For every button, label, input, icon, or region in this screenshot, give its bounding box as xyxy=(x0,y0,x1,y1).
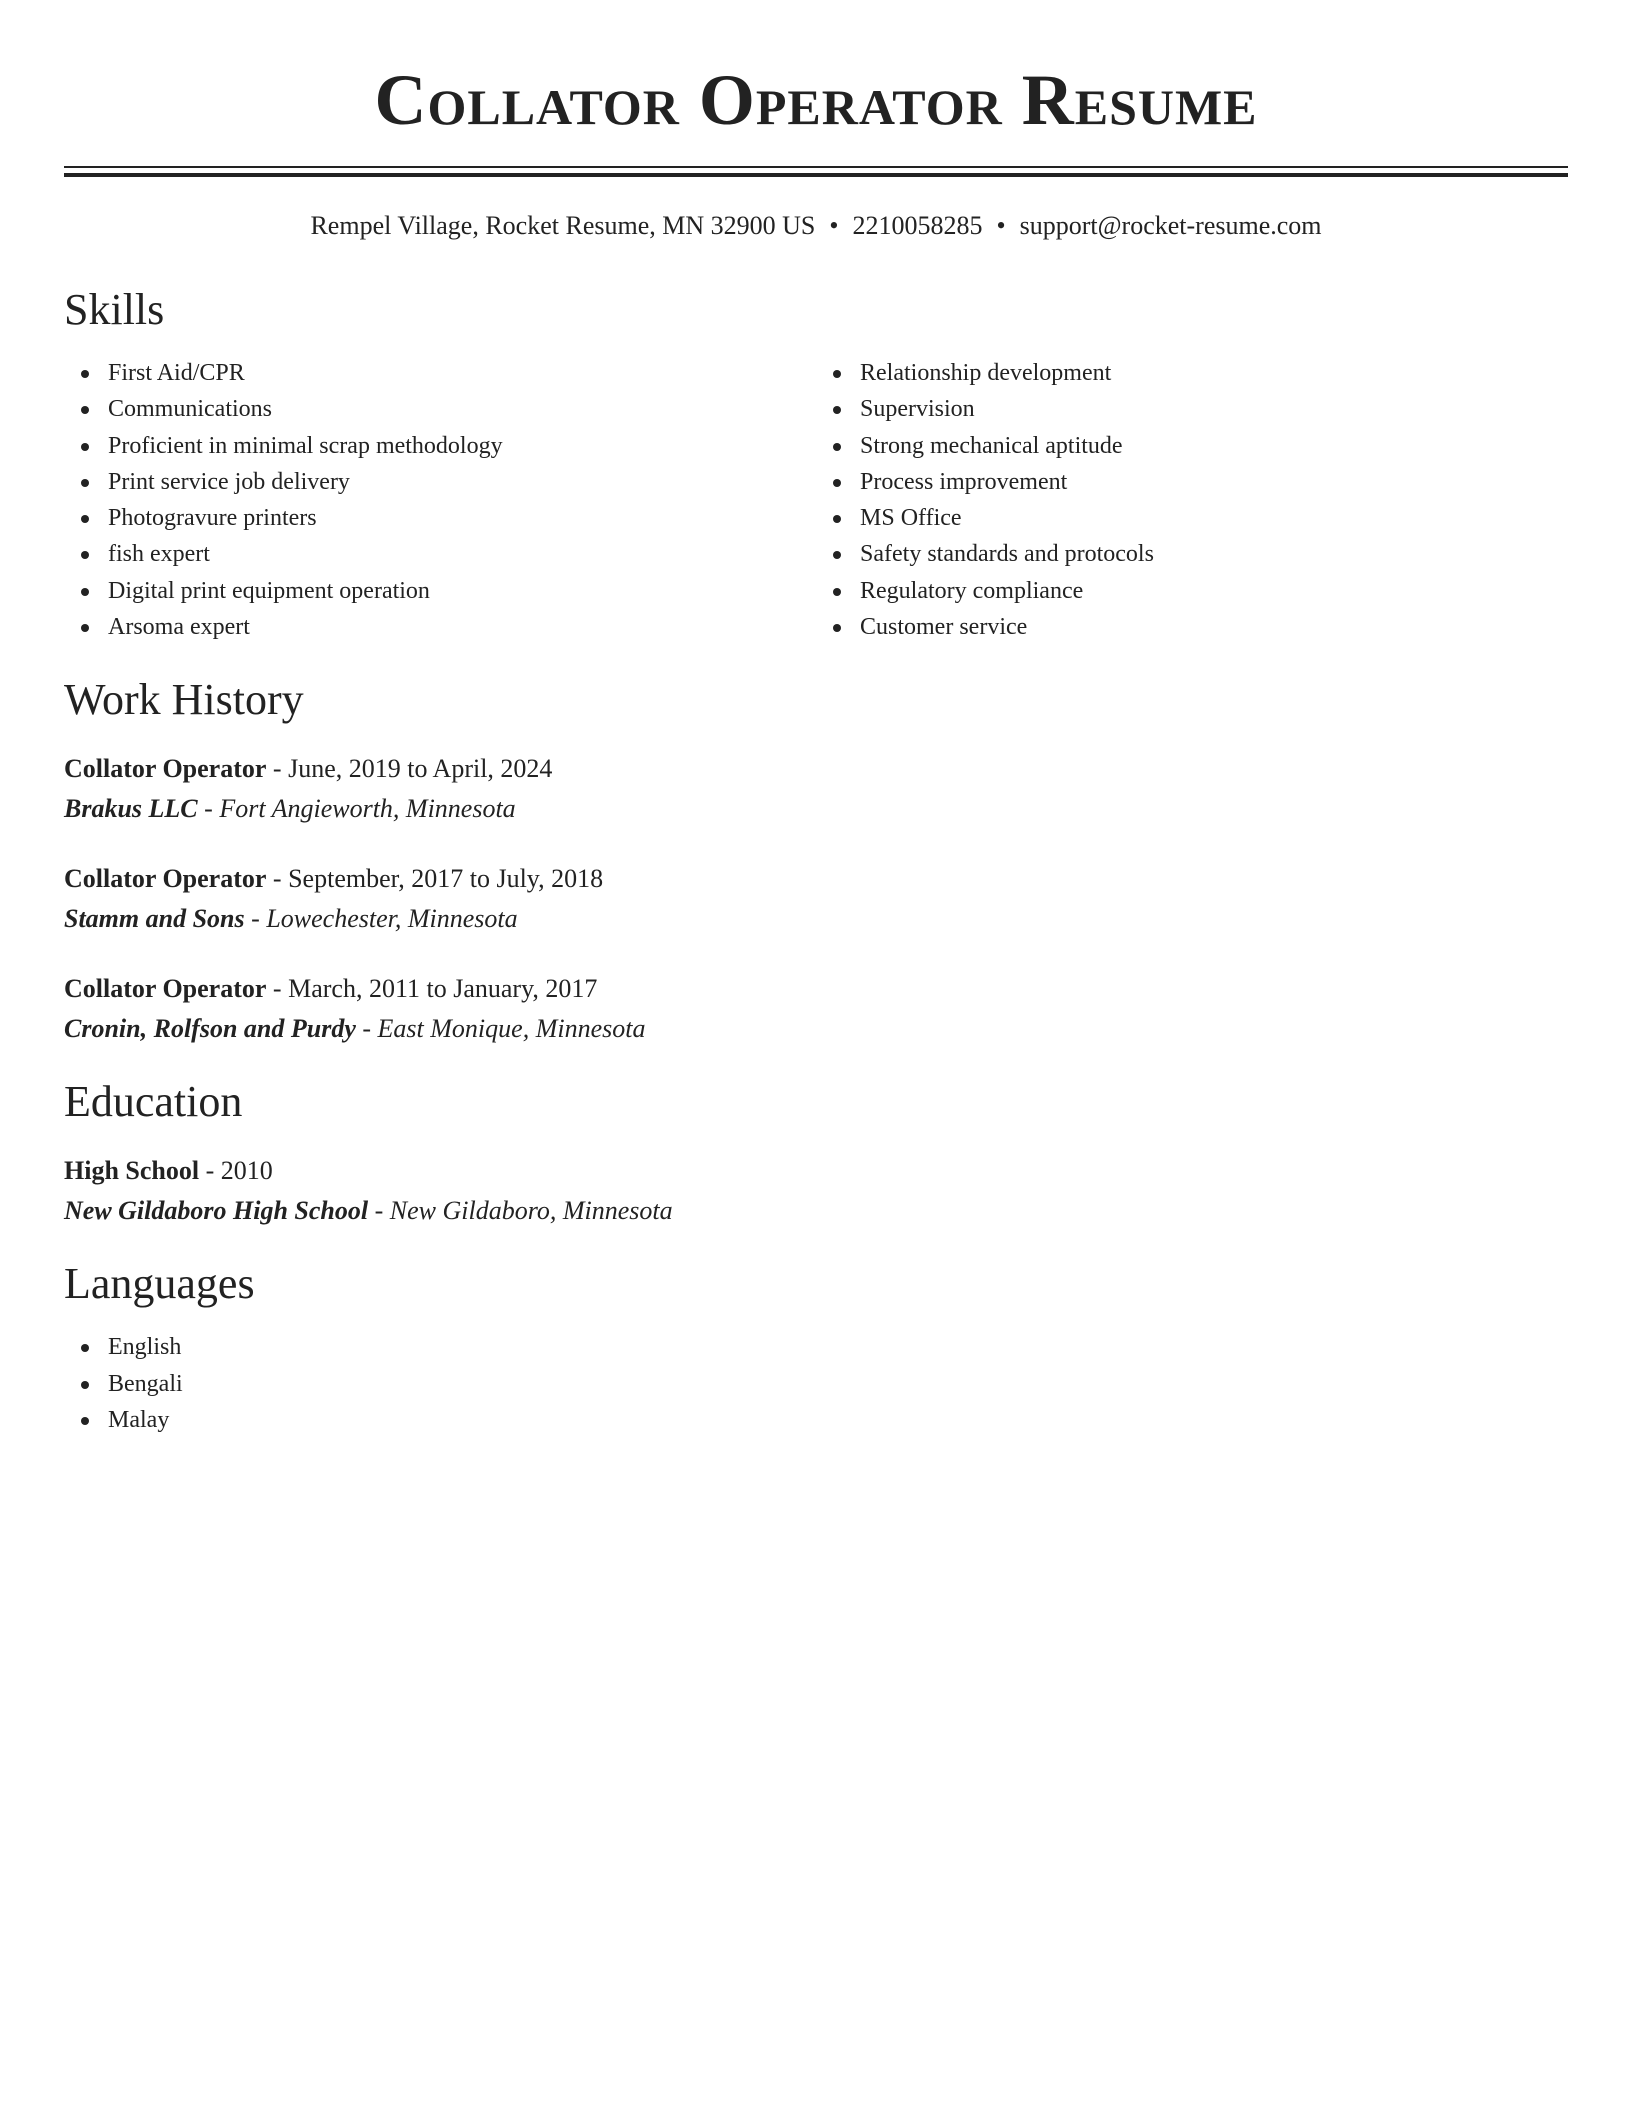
skill-item: Proficient in minimal scrap methodology xyxy=(108,428,816,464)
job-title: Collator Operator xyxy=(64,864,267,894)
dash-separator: - xyxy=(266,754,289,784)
skill-item: Process improvement xyxy=(860,464,1568,500)
job-dates: March, 2011 to January, 2017 xyxy=(288,974,598,1004)
title-rule-thin xyxy=(64,166,1568,168)
job-title-line xyxy=(64,859,1568,899)
contact-separator: • xyxy=(829,211,839,240)
graduation-year: 2010 xyxy=(220,1156,273,1186)
dash-separator: - xyxy=(199,1156,221,1186)
skills-heading: Skills xyxy=(64,285,165,334)
job-location: Lowechester, Minnesota xyxy=(266,904,518,934)
language-item: Malay xyxy=(108,1402,1568,1438)
skill-item: Relationship development xyxy=(860,355,1568,391)
dash-separator: - xyxy=(355,1014,378,1044)
skills-list-left xyxy=(64,355,816,645)
skill-item: Communications xyxy=(108,391,816,427)
dash-separator: - xyxy=(244,904,267,934)
skill-item: fish expert xyxy=(108,536,816,572)
job-dates: June, 2019 to April, 2024 xyxy=(288,754,553,784)
job-location: East Monique, Minnesota xyxy=(377,1014,646,1044)
languages-heading: Languages xyxy=(64,1259,255,1309)
contact-address: Rempel Village, Rocket Resume, MN 32900 US xyxy=(310,211,816,240)
skill-item: Digital print equipment operation xyxy=(108,573,816,609)
skill-item: Supervision xyxy=(860,391,1568,427)
job-company-line xyxy=(64,789,1568,829)
job-entry xyxy=(64,859,1568,939)
job-dates: September, 2017 to July, 2018 xyxy=(288,864,604,894)
education-heading: Education xyxy=(64,1077,243,1127)
skill-item: Arsoma expert xyxy=(108,609,816,645)
contact-separator: • xyxy=(996,211,1006,240)
skills-grid xyxy=(64,355,1568,645)
skill-item: Strong mechanical aptitude xyxy=(860,428,1568,464)
resume-title: Collator Operator Resume xyxy=(374,60,1258,140)
language-item: Bengali xyxy=(108,1366,1568,1402)
job-title-line xyxy=(64,969,1568,1009)
skill-item: First Aid/CPR xyxy=(108,355,816,391)
job-entry xyxy=(64,749,1568,829)
dash-separator: - xyxy=(197,794,220,824)
dash-separator: - xyxy=(266,864,289,894)
title-rule-thick xyxy=(64,173,1568,177)
job-title-line xyxy=(64,749,1568,789)
skill-item: Customer service xyxy=(860,609,1568,645)
education-entry xyxy=(64,1151,1568,1231)
job-company: Brakus LLC xyxy=(64,794,198,824)
skills-list-right xyxy=(816,355,1568,645)
language-item: English xyxy=(108,1329,1568,1365)
school-name: New Gildaboro High School xyxy=(64,1196,369,1226)
dash-separator: - xyxy=(266,974,289,1004)
job-company: Stamm and Sons xyxy=(64,904,245,934)
job-entry xyxy=(64,969,1568,1049)
dash-separator: - xyxy=(368,1196,390,1226)
job-title: Collator Operator xyxy=(64,754,267,784)
job-location: Fort Angieworth, Minnesota xyxy=(219,794,516,824)
degree-line xyxy=(64,1151,1568,1191)
languages-list xyxy=(64,1329,1568,1438)
work-history-heading: Work History xyxy=(64,675,304,725)
job-company-line xyxy=(64,1009,1568,1049)
degree: High School xyxy=(64,1156,200,1186)
school-line xyxy=(64,1191,1568,1231)
skill-item: Photogravure printers xyxy=(108,500,816,536)
skill-item: MS Office xyxy=(860,500,1568,536)
job-company-line xyxy=(64,899,1568,939)
contact-line xyxy=(64,209,1568,243)
job-title: Collator Operator xyxy=(64,974,267,1004)
resume-page xyxy=(64,0,1568,1438)
job-company: Cronin, Rolfson and Purdy xyxy=(64,1014,356,1044)
contact-email: support@rocket-resume.com xyxy=(1019,211,1322,240)
contact-phone: 2210058285 xyxy=(852,211,983,240)
skill-item: Regulatory compliance xyxy=(860,573,1568,609)
school-location: New Gildaboro, Minnesota xyxy=(389,1196,673,1226)
skill-item: Print service job delivery xyxy=(108,464,816,500)
skill-item: Safety standards and protocols xyxy=(860,536,1568,572)
